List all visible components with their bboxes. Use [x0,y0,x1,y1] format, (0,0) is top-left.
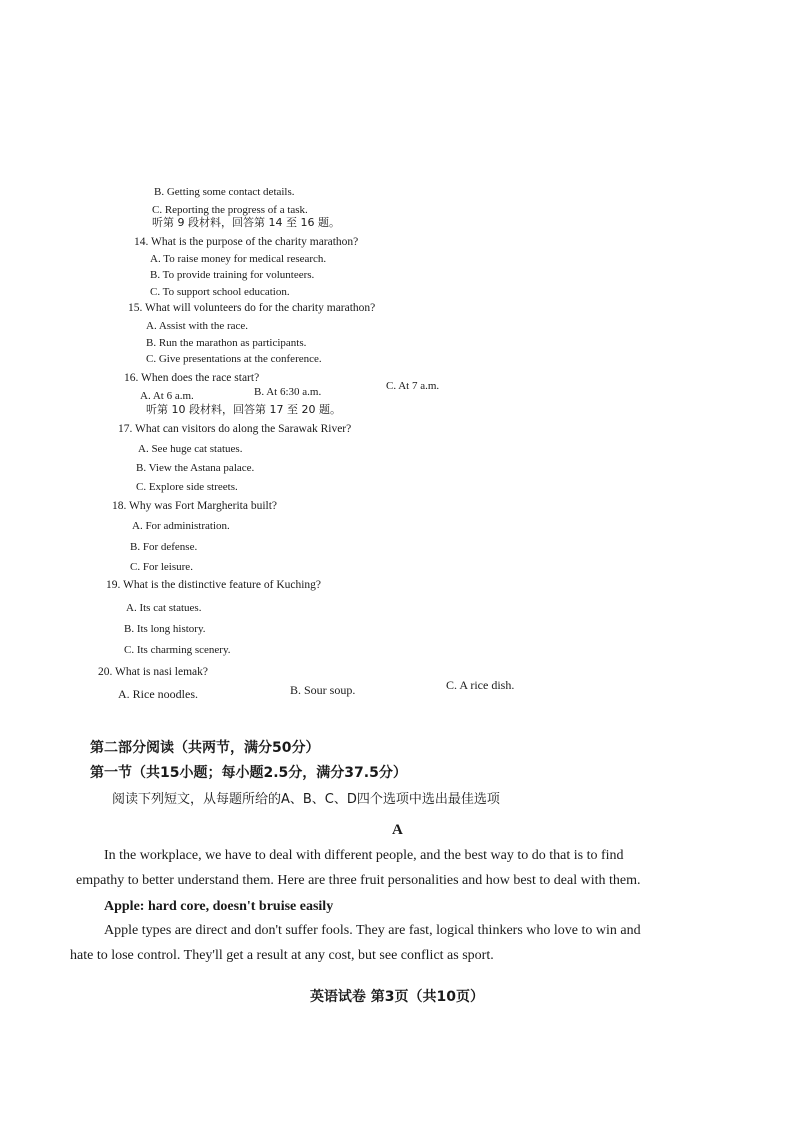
passage-label: A [392,822,403,838]
q17-option-b: B. View the Astana palace. [136,462,255,474]
listening-instruction-9: 听第 9 段材料，回答第 14 至 16 题。 [152,216,340,229]
q13-option-c: C. Reporting the progress of a task. [152,204,308,216]
listening-instruction-10: 听第 10 段材料，回答第 17 至 20 题。 [146,403,341,416]
q18-option-a: A. For administration. [132,520,230,532]
q18-option-c: C. For leisure. [130,561,193,573]
q14-option-b: B. To provide training for volunteers. [150,269,315,281]
q14-question: 14. What is the purpose of the charity marathon? [134,236,359,248]
passage-subheading: Apple: hard core, doesn't bruise easily [104,899,334,914]
section1-heading: 第一节（共15小题；每小题2.5分，满分37.5分） [90,765,407,781]
q20-option-a: A. Rice noodles. [118,687,198,701]
q16-question: 16. When does the race start? [124,372,260,384]
q19-question: 19. What is the distinctive feature of Kuching? [106,579,322,591]
q20-question: 20. What is nasi lemak? [98,666,208,678]
q19-option-c: C. Its charming scenery. [124,644,231,656]
q15-option-a: A. Assist with the race. [146,320,249,332]
q15-question: 15. What will volunteers do for the charity marathon? [128,302,376,314]
q20-option-c: C. A rice dish. [446,678,515,692]
passage-para1-line1: In the workplace, we have to deal with different people, and the best way to do that is to find [104,848,624,863]
q18-option-b: B. For defense. [130,541,198,553]
passage-para2-line1: Apple types are direct and don't suffer fools. They are fast, logical thinkers who love to win and [104,923,641,938]
q14-option-a: A. To raise money for medical research. [150,253,327,265]
q20-option-b: B. Sour soup. [290,683,356,697]
passage-para1-line2: empathy to better understand them. Here are three fruit personalities and how best to deal with them. [76,873,641,888]
q14-option-c: C. To support school education. [150,286,290,298]
q17-option-c: C. Explore side streets. [136,481,238,493]
q15-option-b: B. Run the marathon as participants. [146,337,307,349]
q16-option-c: C. At 7 a.m. [386,380,440,392]
reading-instruction: 阅读下列短文，从每题所给的A、B、C、D四个选项中选出最佳选项 [112,792,500,807]
q16-option-b: B. At 6:30 a.m. [254,386,322,398]
q16-option-a: A. At 6 a.m. [140,390,194,402]
part2-heading: 第二部分阅读（共两节，满分50分） [90,740,320,756]
q18-question: 18. Why was Fort Margherita built? [112,500,278,512]
q15-option-c: C. Give presentations at the conference. [146,353,322,365]
q19-option-b: B. Its long history. [124,623,206,635]
q17-option-a: A. See huge cat statues. [138,443,243,455]
q17-question: 17. What can visitors do along the Sarawak River? [118,423,352,435]
page-footer: 英语试卷 第3页（共10页） [309,989,485,1005]
q13-option-b: B. Getting some contact details. [154,186,295,198]
q19-option-a: A. Its cat statues. [126,602,202,614]
passage-para2-line2: hate to lose control. They'll get a result at any cost, but see conflict as sport. [70,948,494,963]
